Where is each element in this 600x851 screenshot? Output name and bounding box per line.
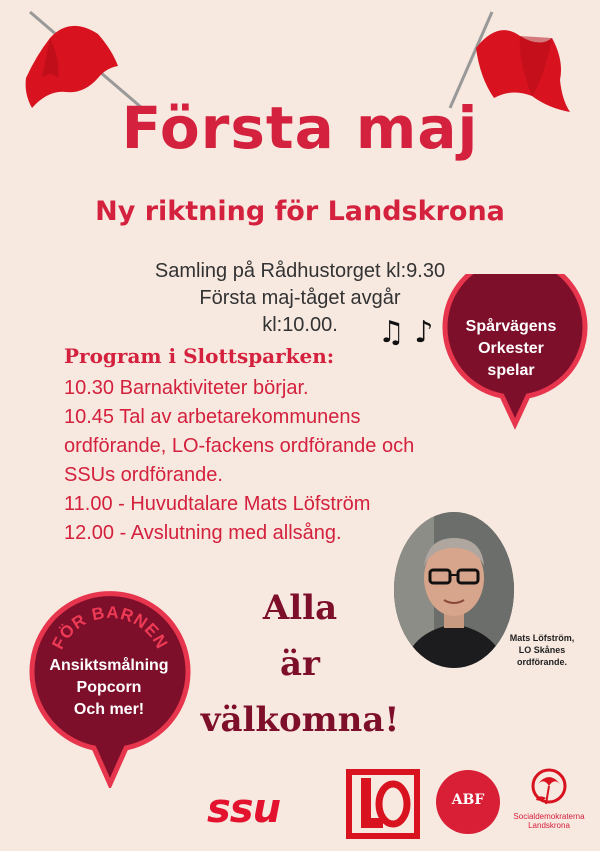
abf-logo-text: ABF (451, 792, 485, 808)
ssu-logo: ssu (207, 786, 281, 832)
kids-line: Ansiktsmålning (49, 657, 169, 674)
welcome-text (200, 580, 400, 748)
welcome-line: Alla (262, 588, 338, 628)
socialdemokraterna-logo-text (506, 812, 592, 830)
caption-line: LO Skånes (518, 645, 566, 655)
program-line: 10.45 Tal av arbetarekommunens (64, 406, 361, 428)
program-line: 10.30 Barnaktiviteter börjar. (64, 377, 309, 399)
info-line: Samling på Rådhustorget kl:9.30 (154, 260, 446, 282)
orchestra-line: spelar (487, 362, 535, 379)
program-line: 11.00 - Huvudtalare Mats Löfström (64, 493, 371, 515)
kids-arc-text: FÖR BARNEN (48, 602, 172, 653)
info-line: kl:10.00. (262, 314, 338, 336)
orchestra-text (448, 316, 574, 382)
music-notes-icon: ♫ ♪ (378, 315, 434, 350)
photo-caption (496, 632, 588, 668)
caption-line: ordförande. (516, 657, 567, 667)
sap-line: Socialdemokraterna (513, 812, 585, 821)
lo-logo-text: LO (345, 768, 347, 769)
kids-text (44, 655, 174, 721)
poster-title: Första maj (121, 94, 479, 162)
info-line: Första maj-tåget avgår (199, 287, 401, 309)
sap-line: Landskrona (528, 821, 570, 830)
poster-subtitle: Ny riktning för Landskrona (95, 196, 505, 227)
kids-line: Popcorn (76, 679, 142, 696)
welcome-line: är (280, 644, 320, 684)
program-line: SSUs ordförande. (64, 464, 223, 486)
caption-line: Mats Löfström, (509, 633, 575, 643)
rose-logo-icon (524, 764, 574, 810)
program-heading: Program i Slottsparken: (64, 344, 335, 368)
program-list (64, 374, 414, 548)
orchestra-line: Spårvägens (465, 318, 557, 335)
program-line: 12.00 - Avslutning med allsång. (64, 522, 342, 544)
program-line: ordförande, LO-fackens ordförande och (64, 435, 415, 457)
lo-logo (345, 768, 421, 840)
kids-line: Och mer! (73, 701, 145, 718)
orchestra-line: Orkester (478, 340, 544, 357)
welcome-line: välkomna! (200, 700, 400, 740)
